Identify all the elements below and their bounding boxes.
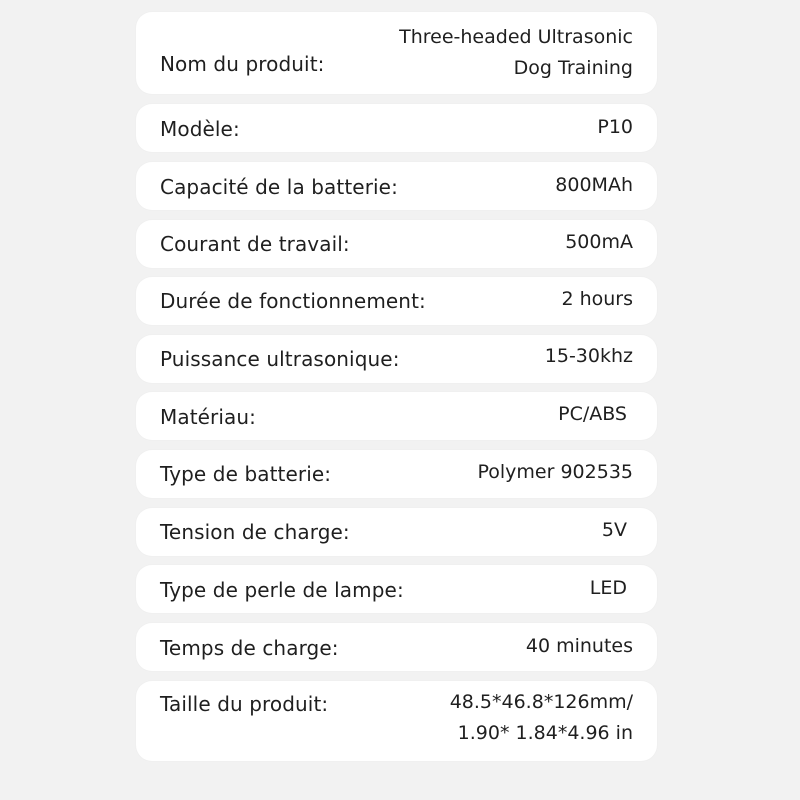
spec-value: P10 [597, 116, 633, 138]
spec-value: 800MAh [555, 174, 633, 196]
spec-row-ultrasonic-power [136, 335, 657, 383]
spec-label: Type de perle de lampe: [160, 578, 404, 602]
spec-row-battery-capacity [136, 162, 657, 210]
spec-row-product-size [136, 681, 657, 761]
spec-label: Modèle: [160, 117, 240, 141]
spec-value: Polymer 902535 [477, 461, 633, 483]
spec-label: Taille du produit: [160, 692, 329, 716]
spec-value-line: 48.5*46.8*126mm/ [449, 691, 633, 713]
spec-label: Nom du produit: [160, 52, 325, 76]
spec-row-battery-type [136, 450, 657, 498]
spec-label: Type de batterie: [160, 462, 332, 486]
spec-row-lamp-bead-type [136, 565, 657, 613]
spec-row-operating-duration [136, 277, 657, 325]
spec-label: Capacité de la batterie: [160, 175, 398, 199]
spec-value-line: Three-headed Ultrasonic [399, 26, 633, 48]
spec-label: Puissance ultrasonique: [160, 347, 400, 371]
spec-row-charging-voltage [136, 508, 657, 556]
spec-row-material [136, 392, 657, 440]
spec-row-charging-time [136, 623, 657, 671]
spec-label: Matériau: [160, 405, 257, 429]
spec-value: 40 minutes [525, 635, 633, 657]
spec-row-product-name [136, 12, 657, 94]
spec-value-line: 1.90* 1.84*4.96 in [457, 722, 633, 744]
spec-value-line: Dog Training [513, 57, 633, 79]
spec-row-model [136, 104, 657, 152]
spec-label: Temps de charge: [160, 636, 339, 660]
spec-value: 2 hours [561, 288, 633, 310]
spec-label: Durée de fonctionnement: [160, 289, 426, 313]
spec-value: 500mA [565, 231, 633, 253]
spec-value [399, 22, 633, 84]
spec-value: 5V [601, 519, 627, 541]
spec-value: LED [589, 577, 627, 599]
spec-value [450, 687, 633, 749]
spec-value: 15-30khz [544, 345, 633, 367]
spec-value: PC/ABS [558, 403, 627, 425]
spec-label: Tension de charge: [160, 520, 350, 544]
spec-label: Courant de travail: [160, 232, 350, 256]
spec-row-working-current [136, 220, 657, 268]
